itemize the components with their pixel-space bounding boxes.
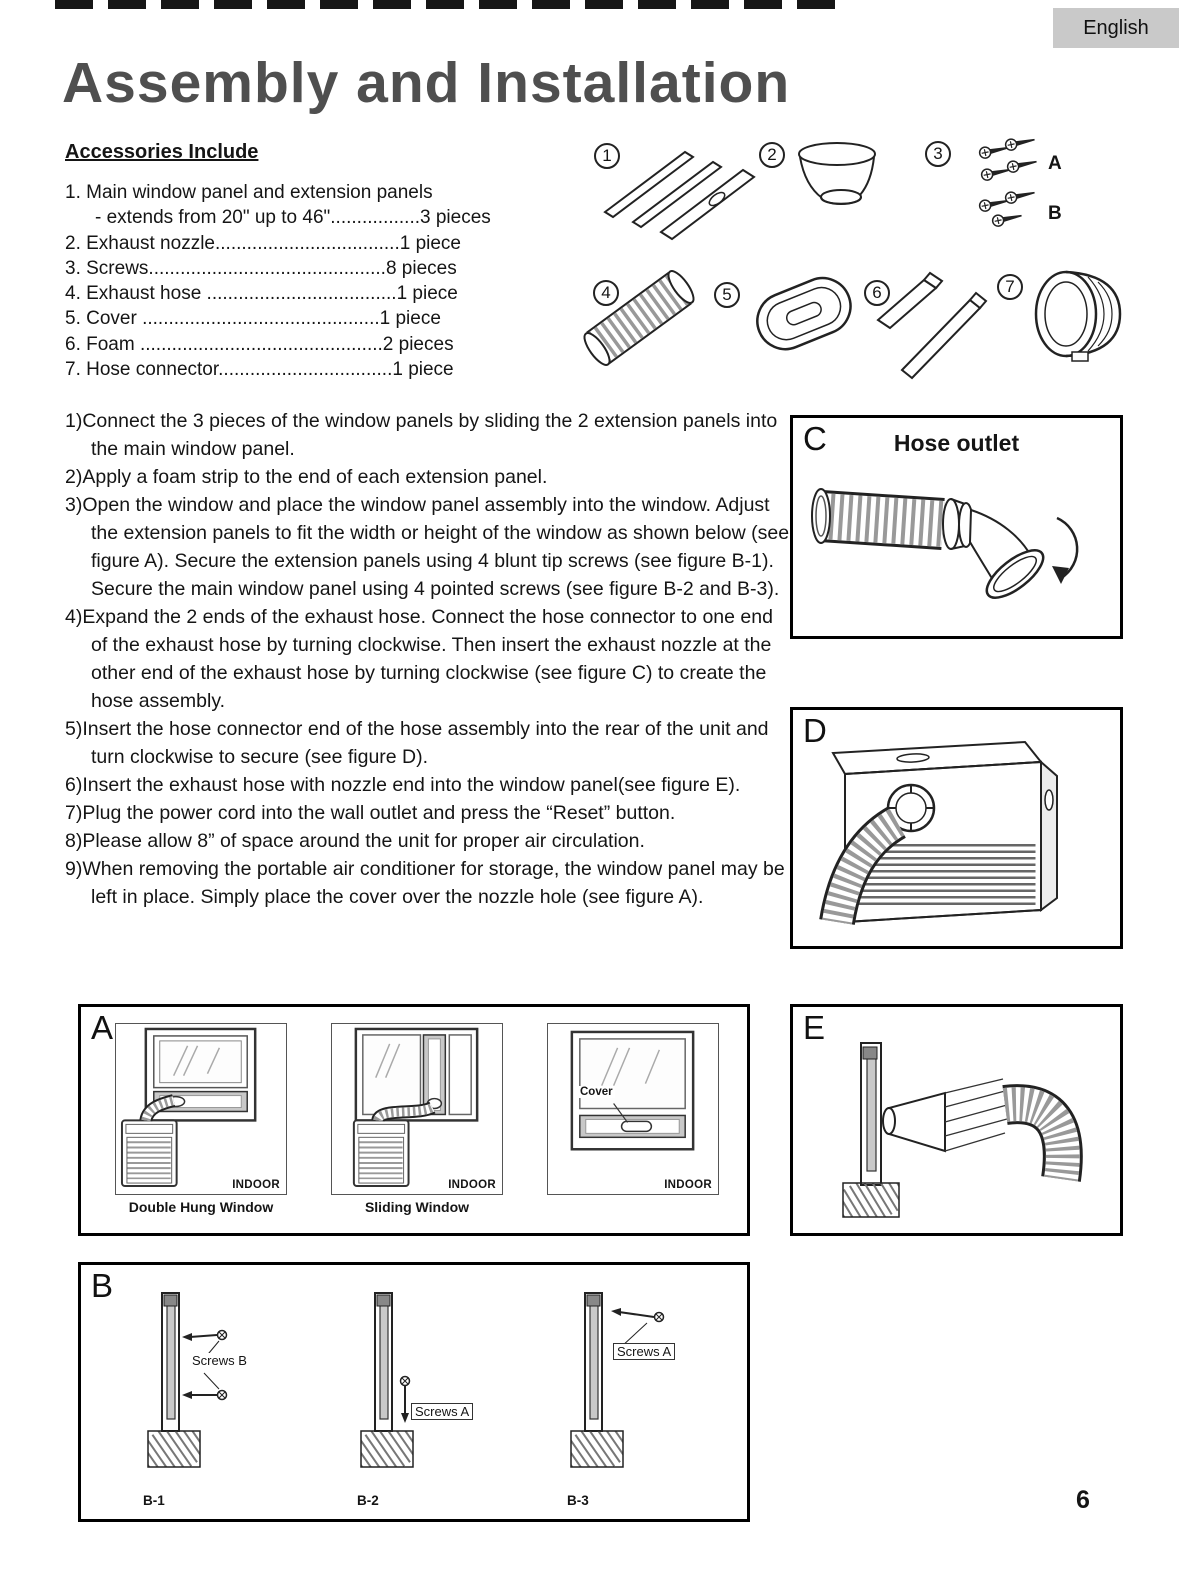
accessories-illustration — [580, 138, 1140, 393]
step-number: 5) — [65, 718, 83, 740]
figure-c-letter: C — [803, 420, 827, 457]
callout-5: 5 — [714, 282, 740, 308]
instruction-step — [65, 715, 792, 771]
callout-4: 4 — [593, 280, 619, 306]
screw-group-b-label: B — [1048, 203, 1062, 224]
accessory-line: 1. Main window panel and extension panels — [65, 182, 433, 203]
accessory-line: 6. Foam ..............................................2 pieces — [65, 333, 454, 355]
exhaust-nozzle-art — [799, 143, 875, 204]
accessory-line: 3. Screws.............................................8 pieces — [65, 257, 457, 279]
instruction-step — [65, 463, 792, 491]
figure-a-letter: A — [91, 1009, 114, 1046]
language-label — [1053, 8, 1179, 48]
step-number: 7) — [65, 802, 83, 824]
figure-b3-drawing — [559, 1281, 709, 1486]
unit-rear-drawing — [793, 712, 1120, 944]
figure-b — [78, 1262, 750, 1522]
accessory-line: 5. Cover .............................................1 piece — [65, 308, 441, 330]
figure-b2-label: B-2 — [357, 1493, 379, 1508]
accessories-heading: Accessories Include — [65, 141, 259, 163]
page-number: 6 — [1076, 1486, 1090, 1514]
instructions — [65, 407, 792, 911]
instruction-step — [65, 491, 792, 603]
figure-b3-label: B-3 — [567, 1493, 589, 1508]
indoor-label: INDOOR — [448, 1179, 496, 1191]
figure-d-letter: D — [803, 712, 827, 749]
figure-e — [790, 1004, 1123, 1236]
scan-edge-decoration — [55, 0, 845, 9]
screws-b-label: Screws B — [189, 1353, 250, 1368]
sliding-window-drawing — [332, 1024, 501, 1193]
hose-outlet-drawing — [793, 458, 1120, 636]
step-text: Open the window and place the window panel assembly into the window. Adjust the extension panels to fit the width or height of the window as shown below (see figure A). Secure the extension panels using 4 blunt tip screws (see figure B-1). Secure the main window panel using 4 pointed screws (see figure B-2 and B-3). — [82, 494, 790, 600]
step-number: 8) — [65, 830, 83, 852]
page-title: Assembly and Installation — [62, 51, 791, 115]
double-hung-window-figure — [115, 1023, 287, 1195]
step-text: Expand the 2 ends of the exhaust hose. Connect the hose connector to one end of the exhaust hose by turning clockwise. Then insert the exhaust nozzle at the other end of the exhaust hose by turning clockwise (see figure C) to create the hose assembly. — [82, 606, 773, 712]
step-text: Insert the exhaust hose with nozzle end into the window panel(see figure E). — [82, 774, 741, 796]
figure-c — [790, 415, 1123, 639]
callout-2: 2 — [759, 142, 785, 168]
cover-callout-label: Cover — [580, 1086, 613, 1098]
step-text: Please allow 8” of space around the unit for proper air circulation. — [82, 830, 645, 852]
indoor-label: INDOOR — [664, 1179, 712, 1191]
indoor-label: INDOOR — [232, 1179, 280, 1191]
foam-art — [878, 273, 986, 378]
screws-a-label-b2: Screws A — [411, 1403, 473, 1420]
sliding-window-figure — [331, 1023, 503, 1195]
figure-b1-label: B-1 — [143, 1493, 165, 1508]
instruction-step — [65, 771, 792, 799]
callout-3: 3 — [925, 141, 951, 167]
callout-1: 1 — [594, 143, 620, 169]
hose-connector-art — [1036, 272, 1120, 361]
panel-nozzle-drawing — [793, 1033, 1120, 1233]
step-number: 1) — [65, 410, 83, 432]
instruction-step — [65, 799, 792, 827]
step-text: Plug the power cord into the wall outlet and press the “Reset” button. — [82, 802, 676, 824]
accessory-line: 7. Hose connector.................................1 piece — [65, 359, 454, 381]
step-text: When removing the portable air conditioner for storage, the window panel may be left in place. Simply place the cover over the nozzle hole (see figure A). — [82, 858, 785, 908]
instruction-step — [65, 827, 792, 855]
instruction-step — [65, 855, 792, 911]
step-text: Apply a foam strip to the end of each extension panel. — [82, 466, 548, 488]
accessory-line: 4. Exhaust hose ....................................1 piece — [65, 283, 458, 305]
figure-b-letter: B — [91, 1267, 114, 1304]
step-text: Connect the 3 pieces of the window panels by sliding the 2 extension panels into the main window panel. — [82, 410, 778, 460]
step-text: Insert the hose connector end of the hose assembly into the rear of the unit and turn clockwise to secure (see figure D). — [82, 718, 769, 768]
window-panels-art — [605, 152, 754, 239]
step-number: 9) — [65, 858, 83, 880]
cover-window-figure — [547, 1023, 719, 1195]
callout-7: 7 — [997, 274, 1023, 300]
accessory-line: 2. Exhaust nozzle...................................1 piece — [65, 232, 462, 254]
accessories-drawing — [580, 138, 1140, 393]
figure-b2-drawing — [349, 1281, 499, 1486]
step-number: 3) — [65, 494, 83, 516]
instruction-step — [65, 603, 792, 715]
figure-c-title: Hose outlet — [893, 430, 1020, 456]
figure-b1-drawing — [136, 1281, 286, 1486]
figure-d — [790, 707, 1123, 949]
accessory-line: - extends from 20" up to 46".................3 pieces — [95, 207, 491, 229]
instruction-step — [65, 407, 792, 463]
step-number: 4) — [65, 606, 83, 628]
accessories-list — [65, 180, 585, 382]
screws-a-label-b3: Screws A — [613, 1343, 675, 1360]
screws-a-art — [979, 138, 1038, 181]
sliding-window-caption: Sliding Window — [364, 1199, 470, 1215]
figure-a — [78, 1004, 750, 1236]
double-hung-window-drawing — [116, 1024, 285, 1193]
cover-window-drawing — [548, 1024, 717, 1193]
callout-6: 6 — [864, 280, 890, 306]
screw-group-a-label: A — [1048, 153, 1062, 174]
cover-art — [749, 270, 859, 358]
screws-b-art — [979, 187, 1036, 227]
step-number: 2) — [65, 466, 83, 488]
language-text: English — [1083, 16, 1149, 39]
step-number: 6) — [65, 774, 83, 796]
figure-e-letter: E — [803, 1009, 826, 1046]
double-hung-caption: Double Hung Window — [128, 1199, 274, 1215]
